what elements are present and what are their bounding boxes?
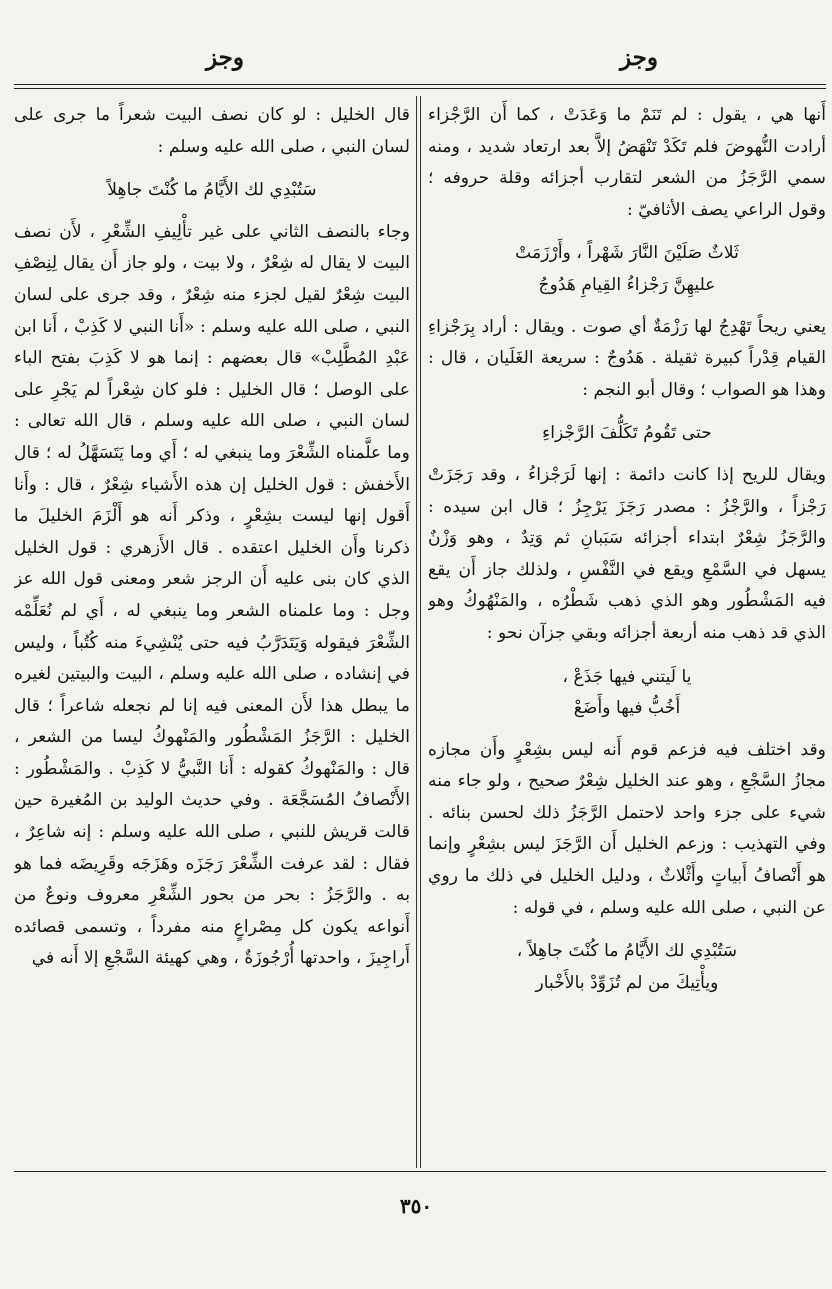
right-paragraph-4: وقد اختلف فيه فزعم قوم أَنه ليس بشِعْرٍ وأَن مجازه مجازُ السَّجْعِ ، وهو عند الخليل شِعْرٌ صحيح ، ولو جاء منه شيء على جزء واحد لاحتمل الرَّجَزُ ذلك لحسن بنائه . وفي التهذيب : وزعم الخليل أَن الرَّجَزَ ليس بشِعْرٍ وإنما هو أَنْصافُ أَبياتٍ وأَثْلاثٌ ، ودليل الخليل في ذلك ما روي عن النبي ، صلى الله عليه وسلم ، في قوله : — [428, 739, 826, 918]
left-paragraph-1: قال الخليل : لو كان نصف البيت شعراً ما جرى على لسان النبي ، صلى الله عليه وسلم : — [14, 105, 410, 157]
header-rule-double — [14, 88, 826, 89]
verse-line: حتى تَقُومُ تَكَلُّفَ الرَّجْزاءِ — [542, 423, 712, 444]
left-verse-1 — [14, 175, 410, 207]
right-paragraph-3: ويقال للريح إذا كانت دائمة : إنها لَرَجْزاءُ ، وقد رَجَزَتْ رَجْزاً ، والرَّجْزُ : مصدر رَجَزَ يَرْجِزُ ؛ قال ابن سيده : والرَّجَزُ شِعْرٌ ابتداء أجزائه سَبَبانِ ثم وَتِدٌ ، وهو وَزْنٌ يسهل في السَّمْعِ ويقع في النَّفْسِ ، ولذلك جاز أَن يقع فيه المَشْطُور وهو الذي ذهب شَطْرُه ، والمَنْهُوكُ وهو الذي قد ذهب منه أربعة أجزائه وبقي جزآن نحو : — [428, 464, 826, 643]
right-paragraph-1: أَنها هي ، يقول : لم تَنَمْ ما وَعَدَتْ ، كما أَن الرَّجْزاء أرادت النُّهوضَ فلم تَكَدْ تَنْهَضُ إلاَّ بعد ارتعاد شديد ، ومنه سمي الرَّجَزُ من الشعر لتقارب أجزائه وقلة حروفه ؛ وقول الراعي يصف الأثافيّ : — [428, 105, 826, 220]
right-verse-4 — [428, 936, 826, 999]
footer-rule — [14, 1171, 826, 1172]
right-paragraph-2: يعني ريحاً تَهْدِجُ لها رَزْمَةٌ أي صوت . ويقال : أراد بِرَجْزاءِ القيام قِدْراً كبيرة ثقيلة . هَدُوجٌ : سريعة الغَلَيان ، قال : وهذا هو الصواب ؛ وقال أبو النجم : — [428, 316, 826, 400]
verse-line: سَتُبْدِي لك الأَيَّامُ ما كُنْتَ جاهِلاً — [107, 180, 317, 201]
right-verse-1 — [428, 238, 826, 301]
right-column — [428, 100, 826, 1170]
left-paragraph-2: وجاء بالنصف الثاني على غير تأْلِيفِ الشِّعْرِ ، لأَن نصف البيت لا يقال له شِعْرٌ ، ولا بيت ، ولو جاز أَن يقال لِنِصْفِ البيت شِعْرٌ لقيل لجزء منه شِعْرٌ ، وقد جرى على لسان النبي ، صلى الله عليه وسلم : «أَنا النبي لا كَذِبْ ، أَنا ابن عَبْدِ المُطَّلِبْ» قال بعضهم : إنما هو لا كَذِبَ بفتح الباء على الوصل ؛ قال الخليل : فلو كان شِعْراً لم يَجْرِ على لسان النبي ، صلى الله عليه وسلم ، قال الله تعالى : وما علَّمناه الشِّعْرَ وما ينبغي له ؛ أَي وما يَتَسَهَّلُ له ؛ قال الأَخفش : قول الخليل إن هذه الأَشياء شِعْرٌ ، قال : وأَنا أَقول إنها ليست بشِعْرٍ ، وذكر أَنه هو أَلْزَمَ الخليلَ ما ذكرنا وأَن الخليل اعتقده . قال الأَزهري : قول الخليل الذي كان بنى عليه أَن الرجز شعر ومعنى قول الله عز وجل : وما علمناه الشعر وما ينبغي له ، أَي لم نُعَلِّمْه الشِّعْرَ فيقوله وَيَتَدَرَّبُ فيه حتى يُنْشِيءَ منه كُتُباً ، وليس في إنشاده ، صلى الله عليه وسلم ، البيت والبيتين لغيره ما يبطل هذا لأَن المعنى فيه إنا لم نجعله شاعراً ؛ قال الخليل : الرَّجَزُ المَشْطُور والمَنْهوكُ ليسا من الشعر ، قال : والمَنْهوكُ كقوله : أَنا النَّبيُّ لا كَذِبْ . والمَشْطُور : الأَنْصافُ المُسَجَّعَة . وفي حديث الوليد بن المُغيرة حين قالت قريش للنبي ، صلى الله عليه وسلم : إنه شاعِرٌ ، فقال : لقد عرفت الشِّعْرَ رَجَزَه وهَزَجَه وقَرِيضَه فما هو به . والرَّجَزُ : بحر من بحور الشِّعْرِ معروف ونوعٌ من أَنواعه يكون كل مِصْراعٍ منه مفرداً ، وتسمى قصائده أَراجِيزَ ، واحدتها أُرْجُوزَةٌ ، وهي كهيئة السَّجْعِ إلا أَنه في — [14, 221, 410, 969]
verse-line: يا لَيتني فيها جَذَعْ ، — [562, 666, 692, 687]
verse-line: ثَلاثٌ صَلَيْنَ النَّارَ شَهْراً ، وأَرْزَمَتْ — [515, 243, 739, 264]
column-divider — [416, 96, 417, 1168]
verse-line: ويأْتِيكَ من لم تُزَوِّدْ بالأَخْبار — [535, 972, 719, 993]
right-verse-3 — [428, 662, 826, 725]
page-number: ٣٥٠ — [399, 1194, 433, 1218]
running-header-left: وجز — [205, 44, 244, 71]
left-column — [14, 100, 410, 1170]
column-divider-double — [420, 96, 421, 1168]
verse-line: أَخُبُّ فيها وأَضَعْ — [573, 698, 681, 719]
right-verse-2 — [428, 418, 826, 450]
verse-line: عليهِنَّ رَجْزاءُ القِيامِ هَدُوجُ — [538, 274, 716, 295]
running-header-right: وجز — [619, 44, 658, 71]
verse-line: سَتُبْدِي لك الأَيَّامُ ما كُنْتَ جاهِلاً ، — [516, 941, 738, 962]
header-rule — [14, 84, 826, 85]
